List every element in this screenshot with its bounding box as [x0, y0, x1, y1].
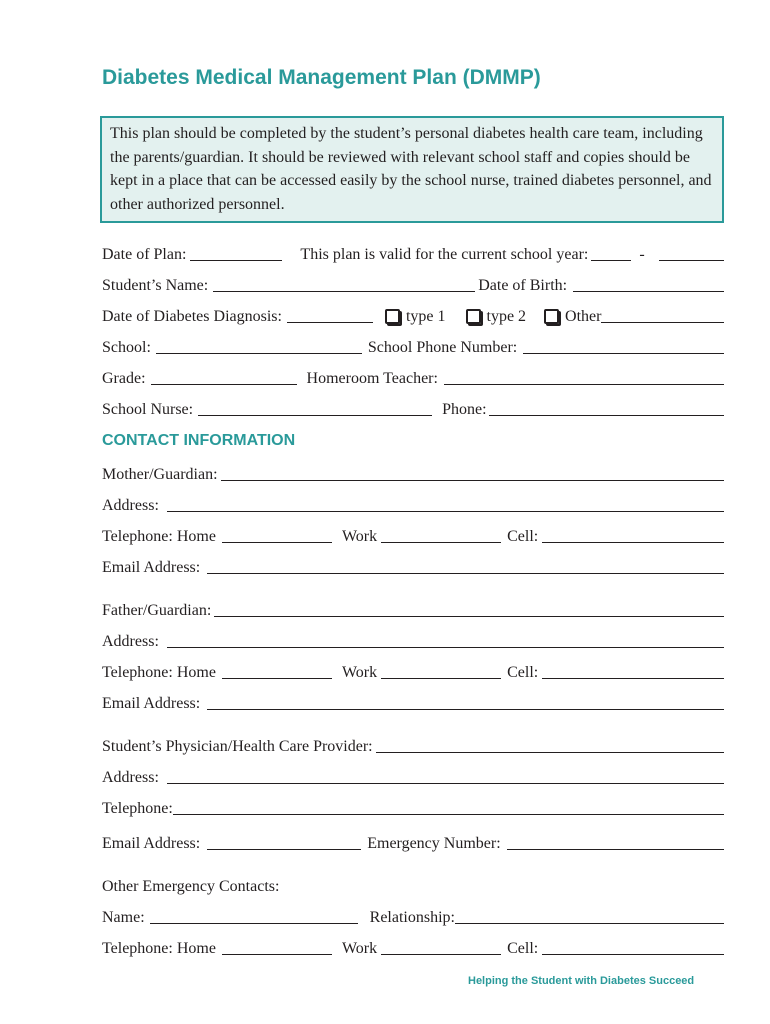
mother-guardian-field[interactable] [221, 464, 724, 481]
mother-address-label: Address: [102, 497, 159, 514]
physician-telephone-row [102, 796, 724, 818]
mother-telephone-row [102, 524, 724, 546]
other-field[interactable] [601, 306, 724, 323]
father-telephone-home-field[interactable] [222, 662, 332, 679]
type1-label: type 1 [405, 308, 446, 325]
mother-cell-label: Cell: [507, 528, 539, 545]
school-label: School: [102, 339, 151, 356]
mother-email-label: Email Address: [102, 559, 201, 576]
physician-address-field[interactable] [167, 767, 724, 784]
footer-text: Helping the Student with Diabetes Succeed [468, 975, 695, 987]
grade-label: Grade: [102, 370, 146, 387]
mother-work-field[interactable] [381, 526, 501, 543]
physician-address-row [102, 765, 724, 787]
diagnosis-date-label: Date of Diabetes Diagnosis: [102, 308, 282, 325]
intro-box: This plan should be completed by the student’s personal diabetes health care team, including the parents/guardian. It should be reviewed with relevant school staff and copies should be kept in a place that can be accessed easily by the school nurse, trained diabetes personnel, and other authorized personnel. [100, 116, 724, 223]
mother-telephone-home-label: Telephone: Home [102, 528, 216, 545]
father-email-row [102, 691, 724, 713]
other-emergency-row [102, 874, 724, 896]
father-cell-field[interactable] [542, 662, 724, 679]
homeroom-teacher-field[interactable] [444, 368, 724, 385]
type1-checkbox[interactable] [385, 309, 400, 324]
mother-email-row [102, 555, 724, 577]
students-name-field[interactable] [213, 275, 475, 292]
school-field[interactable] [156, 337, 362, 354]
grade-row [102, 366, 724, 388]
emergency-number-field[interactable] [507, 833, 724, 850]
mother-telephone-home-field[interactable] [222, 526, 332, 543]
school-nurse-field[interactable] [198, 399, 432, 416]
emergency-work-label: Work [341, 940, 378, 957]
date-of-plan-label: Date of Plan: [102, 246, 187, 263]
physician-field[interactable] [376, 736, 724, 753]
emergency-telephone-home-label: Telephone: Home [102, 940, 216, 957]
father-address-label: Address: [102, 633, 159, 650]
emergency-telephone-row [102, 936, 724, 958]
type2-label: type 2 [486, 308, 527, 325]
emergency-name-field[interactable] [150, 907, 358, 924]
father-guardian-label: Father/Guardian: [102, 602, 212, 619]
physician-email-row [102, 831, 724, 853]
physician-telephone-label: Telephone: [102, 800, 173, 817]
physician-email-field[interactable] [207, 833, 361, 850]
father-row [102, 598, 724, 620]
emergency-cell-field[interactable] [542, 938, 724, 955]
page-title: Diabetes Medical Management Plan (DMMP) [102, 66, 541, 89]
other-emergency-label: Other Emergency Contacts: [102, 878, 280, 895]
school-year-label: This plan is valid for the current school year: [300, 246, 589, 263]
nurse-row [102, 397, 724, 419]
mother-email-field[interactable] [207, 557, 724, 574]
phone-label: Phone: [442, 401, 487, 418]
father-work-label: Work [341, 664, 378, 681]
school-year-end-field[interactable] [659, 244, 724, 261]
date-of-plan-field[interactable] [190, 244, 282, 261]
mother-work-label: Work [341, 528, 378, 545]
school-year-dash: - [639, 246, 645, 263]
contact-information-heading: CONTACT INFORMATION [102, 432, 296, 449]
other-label: Other [565, 308, 602, 325]
students-name-label: Student’s Name: [102, 277, 209, 294]
emergency-cell-label: Cell: [507, 940, 539, 957]
school-year-start-field[interactable] [591, 244, 631, 261]
emergency-name-row [102, 905, 724, 927]
father-address-row [102, 629, 724, 651]
physician-address-label: Address: [102, 769, 159, 786]
school-phone-field[interactable] [523, 337, 724, 354]
plan-date-row [102, 242, 724, 264]
school-phone-label: School Phone Number: [367, 339, 518, 356]
father-telephone-home-label: Telephone: Home [102, 664, 216, 681]
mother-row [102, 462, 724, 484]
father-address-field[interactable] [167, 631, 724, 648]
father-email-label: Email Address: [102, 695, 201, 712]
father-work-field[interactable] [381, 662, 501, 679]
school-row [102, 335, 724, 357]
student-row [102, 273, 724, 295]
father-cell-label: Cell: [507, 664, 539, 681]
physician-row [102, 734, 724, 756]
school-nurse-label: School Nurse: [102, 401, 194, 418]
mother-address-row [102, 493, 724, 515]
type2-checkbox[interactable] [466, 309, 481, 324]
emergency-work-field[interactable] [381, 938, 501, 955]
homeroom-teacher-label: Homeroom Teacher: [306, 370, 438, 387]
grade-field[interactable] [151, 368, 297, 385]
relationship-field[interactable] [455, 907, 724, 924]
father-guardian-field[interactable] [214, 600, 724, 617]
diagnosis-date-field[interactable] [287, 306, 373, 323]
emergency-name-label: Name: [102, 909, 145, 926]
diagnosis-row [102, 304, 724, 326]
emergency-number-label: Emergency Number: [367, 835, 501, 852]
father-email-field[interactable] [207, 693, 724, 710]
physician-email-label: Email Address: [102, 835, 201, 852]
emergency-telephone-home-field[interactable] [222, 938, 332, 955]
mother-address-field[interactable] [167, 495, 724, 512]
phone-field[interactable] [489, 399, 724, 416]
relationship-label: Relationship: [369, 909, 455, 926]
physician-telephone-field[interactable] [173, 798, 724, 815]
mother-guardian-label: Mother/Guardian: [102, 466, 218, 483]
mother-cell-field[interactable] [542, 526, 724, 543]
father-telephone-row [102, 660, 724, 682]
date-of-birth-label: Date of Birth: [478, 277, 568, 294]
date-of-birth-field[interactable] [573, 275, 724, 292]
physician-label: Student’s Physician/Health Care Provider: [102, 738, 373, 755]
other-checkbox[interactable] [544, 309, 559, 324]
